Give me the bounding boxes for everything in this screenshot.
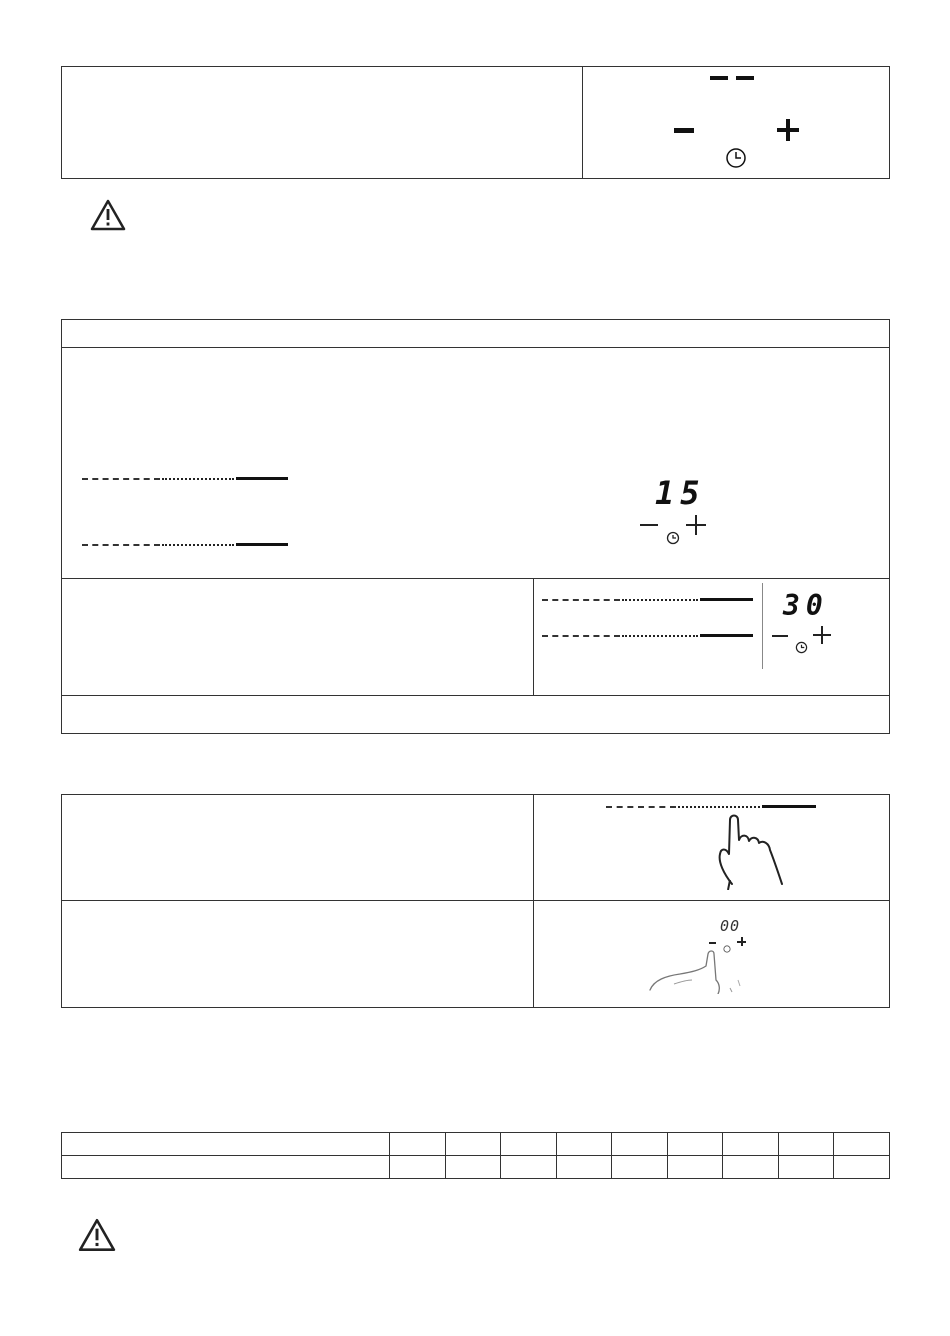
table-cell xyxy=(834,1156,890,1179)
minus-button[interactable] xyxy=(674,128,694,133)
table-cell xyxy=(667,1133,723,1156)
table-cell xyxy=(501,1133,557,1156)
table-cell xyxy=(390,1133,446,1156)
warning-triangle-icon xyxy=(89,198,127,232)
settings-grid xyxy=(61,1132,890,1179)
table-cell xyxy=(556,1156,612,1179)
plus-button[interactable] xyxy=(813,626,831,644)
table-row xyxy=(62,1133,890,1156)
timer-box-divider xyxy=(582,66,583,179)
timer-display-30: 30 xyxy=(783,589,829,622)
touch-table-row-line xyxy=(61,900,890,901)
table-cell xyxy=(778,1133,834,1156)
table-cell xyxy=(62,1156,390,1179)
clock-icon xyxy=(725,147,747,169)
hand-pointer-icon xyxy=(646,950,746,994)
timer-display-15: 15 xyxy=(655,474,706,512)
table-cell xyxy=(390,1156,446,1179)
table-cell xyxy=(62,1133,390,1156)
control-panel-edge xyxy=(762,583,763,669)
table-cell xyxy=(501,1156,557,1179)
example-table-col-divider xyxy=(533,578,534,695)
table-cell xyxy=(445,1156,501,1179)
table-cell xyxy=(612,1133,668,1156)
clock-icon xyxy=(666,531,680,545)
table-cell xyxy=(723,1156,779,1179)
hand-pointer-icon xyxy=(712,810,786,890)
warning-triangle-icon xyxy=(77,1217,117,1253)
timer-display-00: 00 xyxy=(720,917,741,935)
table-cell xyxy=(778,1156,834,1179)
table-row xyxy=(62,1156,890,1179)
timer-box xyxy=(61,66,890,179)
touch-table-col-divider xyxy=(533,794,534,1008)
example-table xyxy=(61,319,890,734)
example-table-row-line-2 xyxy=(61,695,890,696)
plus-button[interactable] xyxy=(686,515,706,535)
table-cell xyxy=(723,1133,779,1156)
minus-button[interactable] xyxy=(709,942,716,944)
table-cell xyxy=(667,1156,723,1179)
clock-icon xyxy=(795,641,808,654)
minus-button[interactable] xyxy=(640,524,658,526)
plus-button[interactable] xyxy=(777,119,799,141)
plus-button[interactable] xyxy=(737,937,746,946)
example-table-header-line xyxy=(61,347,890,348)
example-table-row-line-1 xyxy=(61,578,890,579)
table-cell xyxy=(556,1133,612,1156)
table-cell xyxy=(612,1156,668,1179)
minus-button[interactable] xyxy=(772,635,788,637)
table-cell xyxy=(445,1133,501,1156)
table-cell xyxy=(834,1133,890,1156)
